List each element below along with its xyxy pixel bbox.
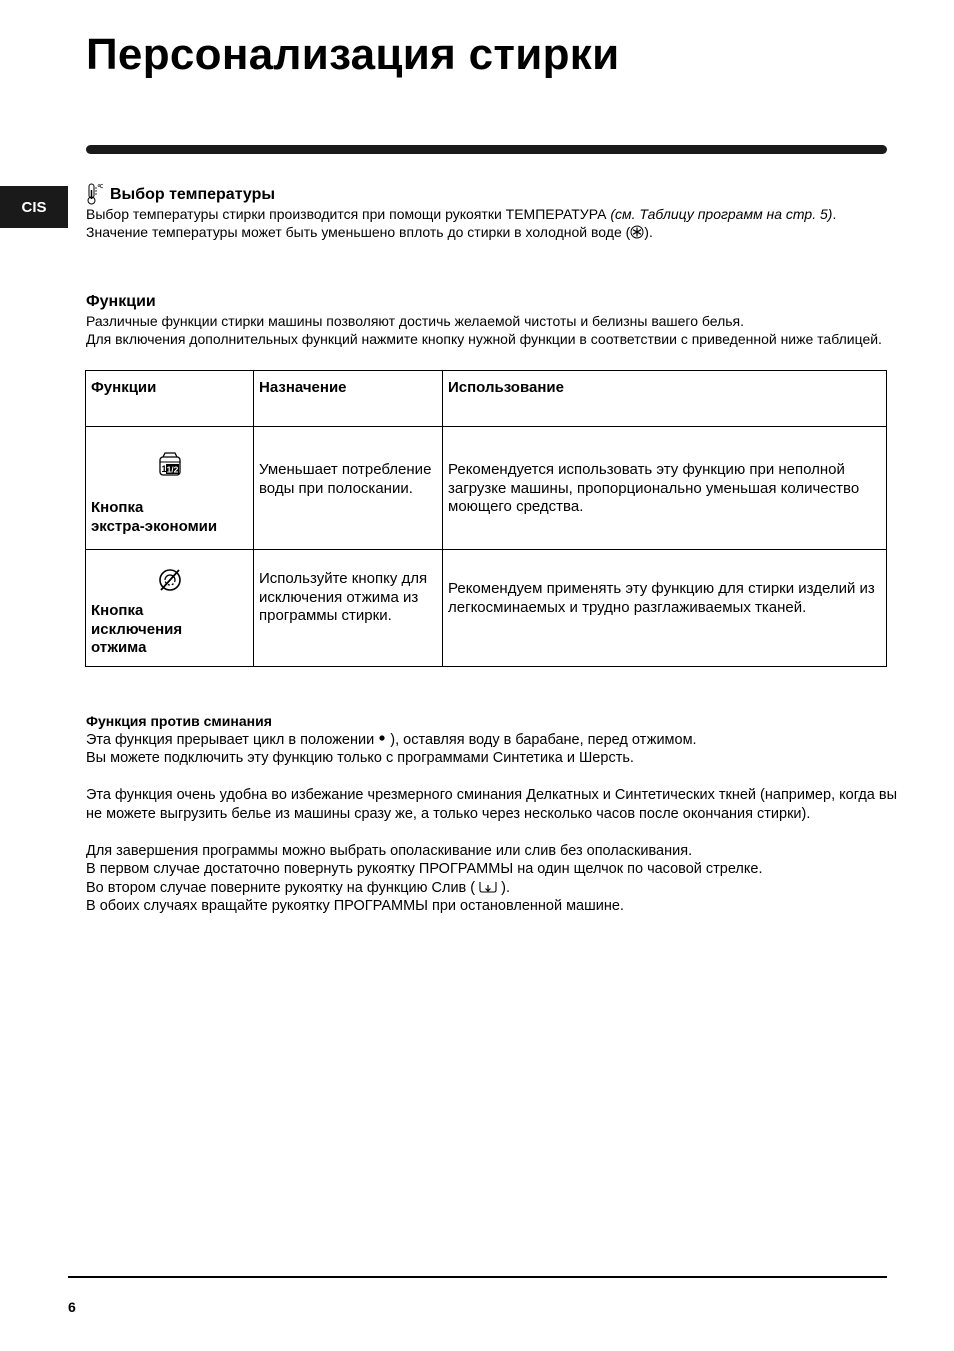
page-number: 6 — [68, 1299, 76, 1315]
spin-purpose: Используйте кнопку для исключения отжима из программы стирки. — [259, 570, 428, 624]
anti-crease-p1 — [86, 731, 898, 750]
temperature-heading-row — [86, 183, 896, 205]
page-title: Персонализация стирки — [86, 30, 620, 79]
footer-divider — [68, 1276, 887, 1278]
temperature-line-2 — [86, 223, 896, 241]
svg-text:1: 1 — [160, 464, 167, 474]
table-row — [86, 550, 887, 667]
temperature-heading: Выбор температуры — [110, 186, 276, 203]
anti-crease-p2: Вы можете подключить эту функцию только с программами Синтетика и Шерсть. — [86, 750, 634, 766]
thermometer-icon — [86, 183, 104, 205]
function-cell-spin — [86, 550, 254, 667]
drain-text-end: ). — [501, 879, 510, 896]
no-spin-icon — [156, 566, 184, 594]
eco-usage: Рекомендуется использовать эту функцию при неполной загрузке машины, пропорционально уменьшая количество моющего средства. — [448, 461, 860, 515]
anti-crease-p3: Эта функция очень удобна во избежание чрезмерного сминания Делкатных и Синтетических ткней (например, когда вы не можете выгрузить белье из машины сразу же, а только через несколько часов после окончания стирки). — [86, 787, 898, 822]
drain-text: Во втором случае поверните рукоятку на функцию Слив ( — [86, 879, 476, 896]
usage-cell-spin — [443, 550, 887, 667]
table-header-row — [86, 371, 887, 427]
table-row — [86, 427, 887, 550]
spin-button-name-2: исключения — [91, 620, 183, 638]
temperature-line-1 — [86, 205, 896, 223]
header-purpose: Назначение — [254, 371, 443, 427]
functions-heading: Функции — [86, 293, 156, 310]
anti-crease-text-end: ), оставляя воду в барабане, перед отжимом. — [386, 731, 697, 748]
spin-button-name-1: Кнопка — [91, 602, 144, 619]
anti-crease-p7: В обоих случаях вращайте рукоятку ПРОГРАММЫ при остановленной машине. — [86, 898, 624, 914]
functions-section — [86, 292, 896, 348]
purpose-cell-eco — [254, 427, 443, 550]
closing-paren: ). — [644, 224, 653, 240]
eco-button-name-2: экстра-экономии — [91, 517, 218, 535]
half-load-icon — [156, 451, 184, 479]
header-usage: Использование — [443, 371, 887, 427]
eco-button-name-1: Кнопка — [91, 499, 144, 516]
half-load-icon-label: 1/2 — [166, 464, 178, 475]
title-divider — [86, 145, 887, 154]
anti-crease-section — [86, 712, 898, 916]
anti-crease-text: Эта функция прерывает цикл в положении — [86, 731, 379, 748]
purpose-cell-spin — [254, 550, 443, 667]
anti-crease-p6 — [86, 879, 898, 898]
language-tab: CIS — [0, 186, 68, 228]
function-cell-eco — [86, 427, 254, 550]
usage-cell-eco — [443, 427, 887, 550]
spin-button-name-3: отжима — [91, 639, 147, 656]
drain-icon — [478, 880, 498, 894]
temperature-section — [86, 183, 896, 241]
anti-crease-p5: В первом случае достаточно повернуть рукоятку ПРОГРАММЫ на один щелчок по часовой стрелке. — [86, 861, 763, 877]
temperature-text: Выбор температуры стирки производится при помощи рукоятки ТЕМПЕРАТУРА — [86, 206, 611, 222]
header-functions: Функции — [86, 371, 254, 427]
functions-intro-2: Для включения дополнительных функций нажмите кнопку нужной функции в соответствии с приведенной ниже таблицей. — [86, 331, 882, 347]
snowflake-icon — [630, 225, 644, 239]
program-table-reference: (см. Таблицу программ на стр. 5) — [610, 206, 833, 222]
eco-purpose: Уменьшает потребление воды при полоскании. — [259, 461, 432, 497]
anti-crease-heading: Функция против сминания — [86, 713, 272, 729]
anti-crease-p4: Для завершения программы можно выбрать ополаскивание или слив без ополаскивания. — [86, 842, 693, 859]
spin-usage: Рекомендуем применять эту функцию для стирки изделий из легкосминаемых и трудно разглаживаемых тканей. — [448, 580, 875, 616]
functions-table — [85, 370, 887, 667]
cold-wash-text: Значение температуры может быть уменьшено вплоть до стирки в холодной воде ( — [86, 224, 631, 240]
period: . — [832, 206, 837, 222]
functions-intro-1: Различные функции стирки машины позволяют достичь желаемой чистоты и белизны вашего белья. — [86, 313, 744, 329]
